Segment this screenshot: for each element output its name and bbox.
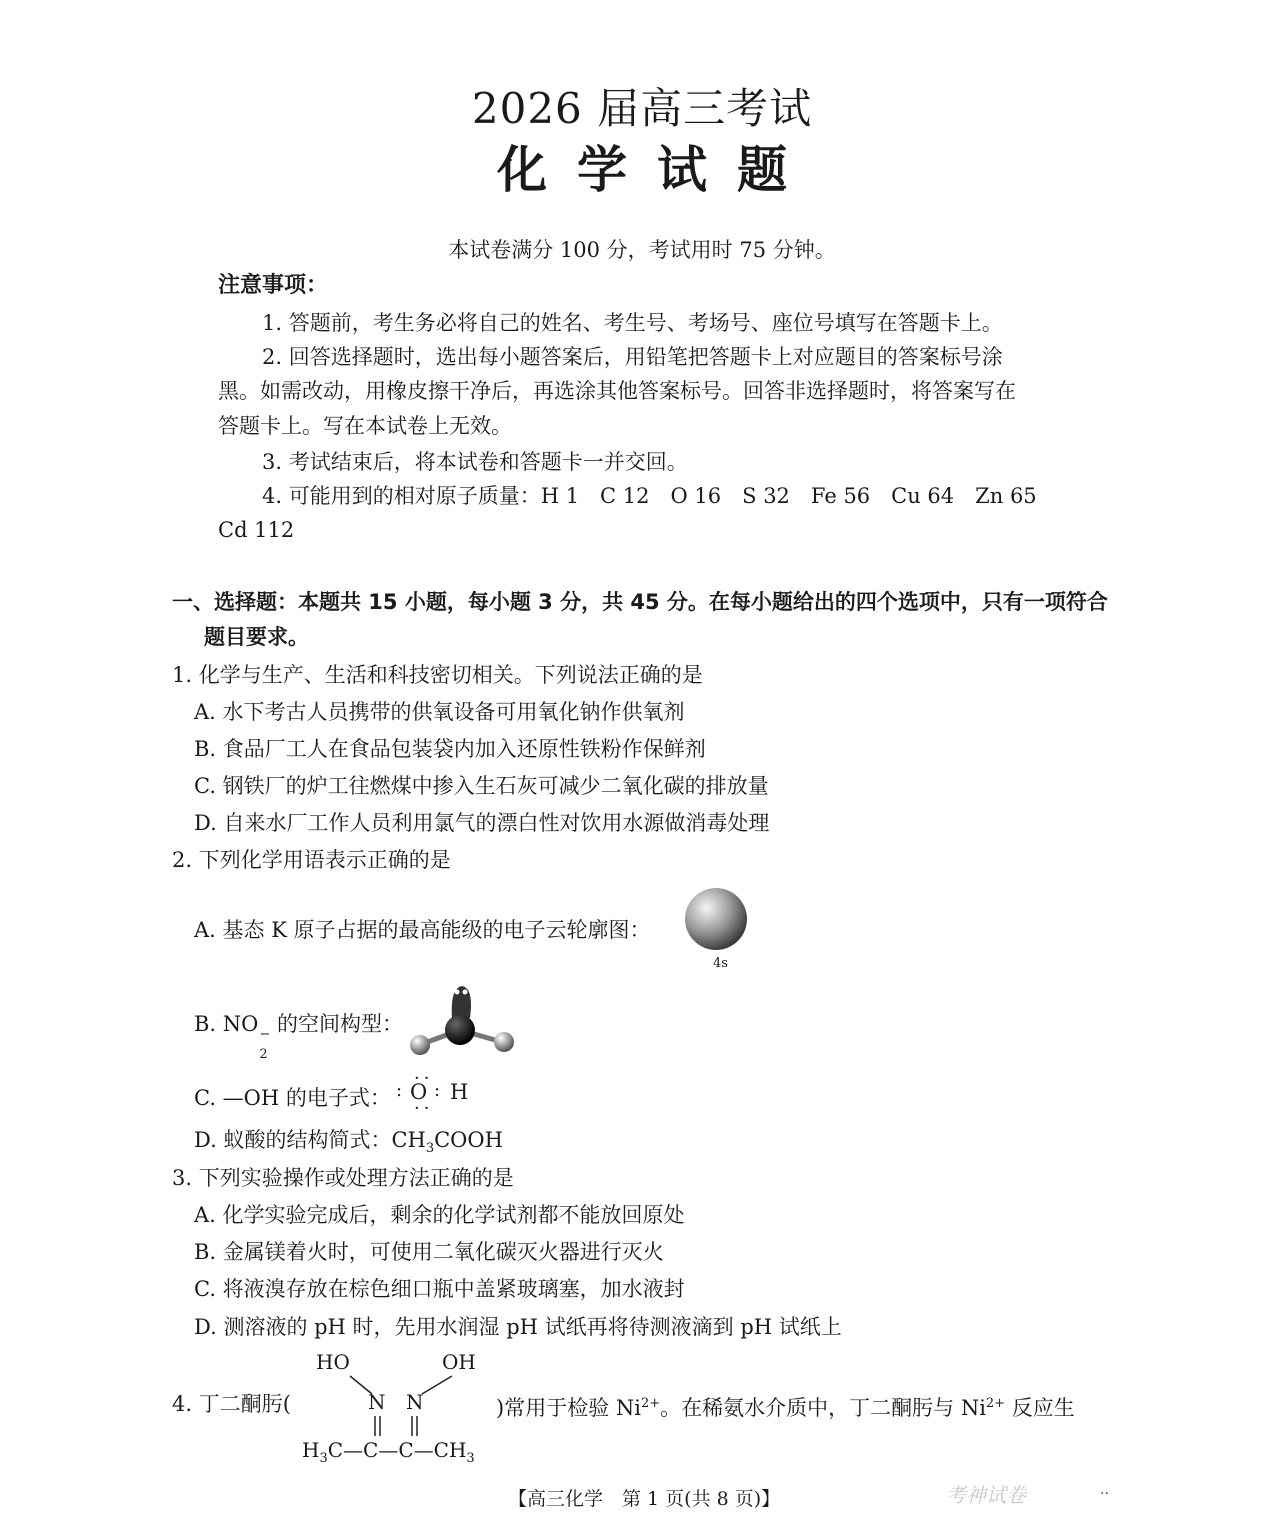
- question-stem: 2. 下列化学用语表示正确的是: [172, 848, 451, 872]
- question-stem-start: 4. 丁二酮肟(: [172, 1392, 291, 1416]
- notice-item: 4. 可能用到的相对原子质量：H 1 C 12 O 16 S 32 Fe 56 Cu 64 Zn 65: [262, 484, 1037, 508]
- corner-mark: ··: [1100, 1486, 1109, 1502]
- subject-title: 化学试题: [497, 141, 817, 199]
- option-d: D. 测溶液的 pH 时，先用水润湿 pH 试纸再将待测液滴到 pH 试纸上: [194, 1315, 842, 1339]
- option-b: B. 金属镁着火时，可使用二氧化碳灭火器进行灭火: [194, 1240, 664, 1264]
- option-a: A. 水下考古人员携带的供氧设备可用氧化钠作供氧剂: [194, 700, 685, 724]
- notice-title: 注意事项：: [218, 273, 329, 298]
- notice-item: 3. 考试结束后，将本试卷和答题卡一并交回。: [262, 450, 688, 474]
- option-a: A. 基态 K 原子占据的最高能级的电子云轮廓图：: [194, 918, 651, 942]
- exam-year-title: 2026 届高三考试: [471, 84, 813, 133]
- option-d: D. 自来水厂工作人员利用氯气的漂白性对饮用水源做消毒处理: [194, 811, 770, 835]
- option-a: A. 化学实验完成后，剩余的化学试剂都不能放回原处: [194, 1203, 685, 1227]
- notice-item: 黑。如需改动，用橡皮擦干净后，再选涂其他答案标号。回答非选择题时，将答案写在: [218, 379, 1016, 403]
- exam-info: 本试卷满分 100 分，考试用时 75 分钟。: [448, 238, 836, 262]
- question-stem-end: )常用于检验 $Ni^{2+}$。在稀氨水介质中，丁二酮肟与 $Ni^{2+}$ 反应生: [496, 1396, 1075, 1420]
- option-c: C. 钢铁厂的炉工往燃煤中掺入生石灰可减少二氧化碳的排放量: [194, 774, 769, 798]
- option-b: B. 食品厂工人在食品包装袋内加入还原性铁粉作保鲜剂: [194, 737, 706, 761]
- notice-item: 答题卡上。写在本试卷上无效。: [218, 414, 512, 438]
- question-stem: 1. 化学与生产、生活和科技密切相关。下列说法正确的是: [172, 663, 703, 687]
- page-footer: 【高三化学 第 1 页(共 8 页)】: [508, 1488, 781, 1510]
- orbital-label: 4s: [713, 956, 728, 971]
- option-b: B. NO − 2 的空间构型：: [194, 1012, 404, 1062]
- notice-item: Cd 112: [218, 518, 295, 542]
- dimethylglyoxime-structure: HO OH N N $H_3C—C—C—CH_3$: [302, 1350, 476, 1466]
- section-title-cont: 题目要求。: [204, 625, 309, 649]
- option-c: C. —OH 的电子式：: [194, 1086, 391, 1110]
- electron-dot-formula: ·· : O : H ··: [396, 1068, 469, 1119]
- watermark: 考神试卷: [946, 1483, 1026, 1507]
- section-title: 一、选择题：本题共 15 小题，每小题 3 分，共 45 分。在每小题给出的四个选项中，只有一项符合: [172, 590, 1108, 614]
- notice-item: 2. 回答选择题时，选出每小题答案后，用铅笔把答题卡上对应题目的答案标号涂: [262, 345, 1003, 369]
- option-c: C. 将液溴存放在棕色细口瓶中盖紧玻璃塞，加水液封: [194, 1277, 685, 1301]
- notice-item: 1. 答题前，考生务必将自己的姓名、考生号、考场号、座位号填写在答题卡上。: [262, 311, 1003, 335]
- s-orbital-sphere-image: [683, 886, 749, 952]
- option-d: D. 蚁酸的结构简式：$CH_3COOH$: [194, 1128, 503, 1157]
- vsepr-model-image: [400, 980, 520, 1062]
- question-stem: 3. 下列实验操作或处理方法正确的是: [172, 1166, 514, 1190]
